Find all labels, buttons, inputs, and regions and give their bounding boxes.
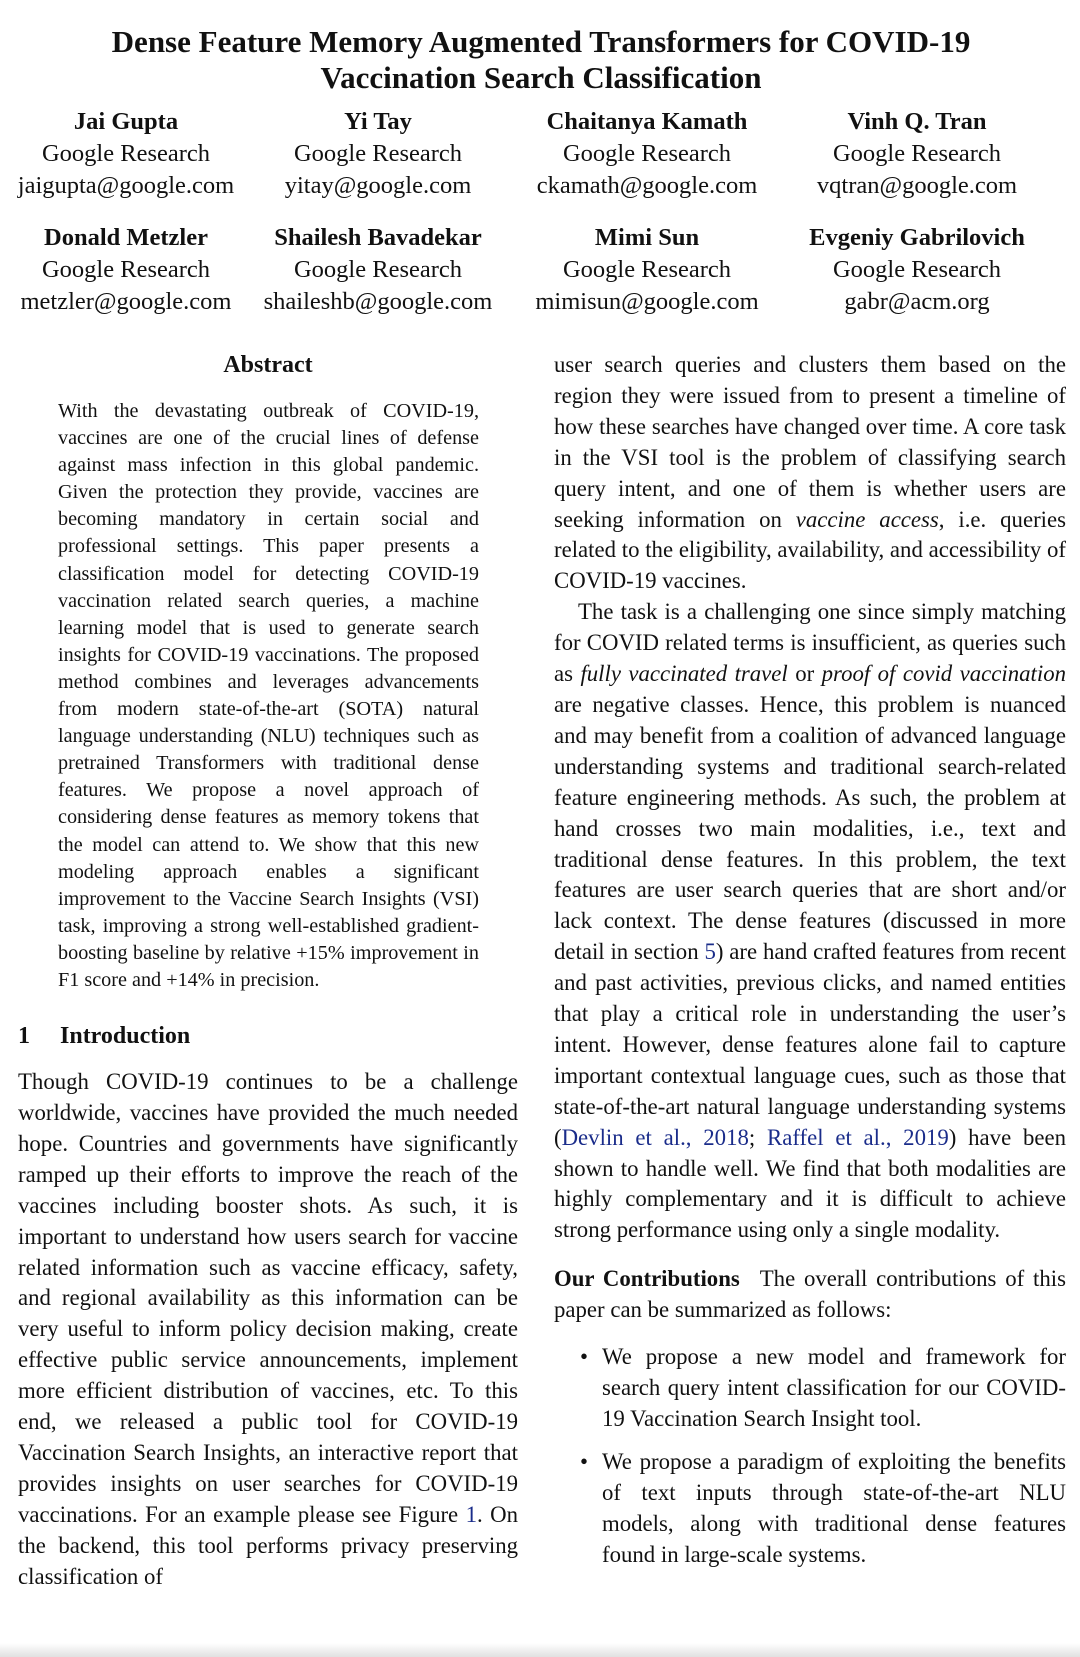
citation-link-devlin[interactable]: Devlin et al., 2018 (561, 1124, 749, 1150)
author-email: ckamath@google.com (536, 172, 758, 199)
author-name: Chaitanya Kamath (546, 108, 748, 135)
intro-text: user search queries and clusters them based on the region they were issued from to present a timeline of how these searches have changed over time. A core task in the VSI tool is the problem of classifying search query intent, and one of them is whether users are seeking information on (554, 352, 1066, 532)
author-email: metzler@google.com (20, 288, 232, 315)
author-email: vqtran@google.com (816, 172, 1018, 199)
author-name: Donald Metzler (44, 224, 208, 251)
section-number: 1 (18, 1023, 30, 1050)
author (244, 106, 512, 202)
author (512, 222, 782, 318)
author-email: gabr@acm.org (844, 288, 990, 315)
author-affiliation: Google Research (562, 140, 732, 167)
author (512, 106, 782, 202)
author-email: jaigupta@google.com (17, 172, 235, 199)
intro-emphasis: proof of covid vaccination (821, 661, 1066, 687)
author-affiliation: Google Research (832, 140, 1002, 167)
abstract-heading: Abstract (223, 352, 313, 378)
author-email: yitay@google.com (284, 172, 472, 199)
abstract-text: With the devastating outbreak of COVID-19, vaccines are one of the crucial lines of defense against mass infection in this global pandemic. Given the protection they provide, vaccines are becoming mandatory in certain social and professional settings. This paper presents a classification model for detecting COVID-19 vaccination related search queries, a machine learning model that is used to generate search insights for COVID-19 vaccinations. The proposed method combines and leverages advancements from modern state-of-the-art (SOTA) natural language understanding (NLU) techniques such as pretrained Transformers with traditional dense features. We propose a novel approach of considering dense features as memory tokens that the model can attend to. We show that this new modeling approach enables a significant improvement to the Vaccine Search Insights (VSI) task, improving a strong well-established gradient-boosting baseline by relative +15% improvement in F1 score and +14% in precision. (58, 400, 479, 991)
citation-link-raffel[interactable]: Raffel et al., 2019 (767, 1124, 949, 1150)
page-bottom-shadow (0, 1643, 1080, 1657)
author-affiliation: Google Research (832, 256, 1002, 283)
author (244, 222, 512, 318)
title-line-1: Dense Feature Memory Augmented Transformers for COVID-19 (111, 24, 971, 59)
author-affiliation: Google Research (41, 256, 211, 283)
contributions-list (554, 1342, 1066, 1570)
two-column-body (18, 350, 1064, 1650)
author-affiliation: Google Research (562, 256, 732, 283)
intro-emphasis: fully vaccinated travel (580, 661, 788, 687)
author-name: Evgeniy Gabrilovich (809, 224, 1025, 251)
citation-separator: ; (748, 1124, 767, 1150)
section-title: Introduction (60, 1023, 191, 1050)
intro-text: or (787, 661, 822, 687)
list-item (554, 1447, 1066, 1571)
intro-paragraph-1-continued (554, 350, 1066, 597)
intro-paragraph-2 (554, 597, 1066, 1246)
author-name: Vinh Q. Tran (847, 108, 987, 135)
author-name: Jai Gupta (73, 108, 179, 135)
intro-emphasis: vaccine access (795, 506, 939, 532)
contributions-paragraph (554, 1264, 1066, 1326)
author-block (8, 106, 1072, 338)
author-email: mimisun@google.com (535, 288, 759, 315)
figure-reference-link[interactable]: 1 (465, 1501, 478, 1527)
intro-text: The task is a challenging one since simply matching for COVID related terms is insufficient, as queries such as (554, 599, 1066, 687)
intro-text: are negative classes. Hence, this problem is nuanced and may benefit from a coalition of advanced language understanding systems and traditional search-related feature engineering methods. As such, the problem at hand crosses two main modalities, i.e., text and traditional dense features. In this problem, the text features are user search queries that are short and/or lack context. The dense features (discussed in more detail in section (554, 691, 1066, 965)
author-name: Mimi Sun (594, 224, 700, 251)
author-name: Yi Tay (344, 108, 412, 135)
author-email: shaileshb@google.com (263, 288, 493, 315)
left-column (18, 350, 518, 1592)
section-heading-introduction (18, 1021, 518, 1051)
title-line-2: Vaccination Search Classification (320, 60, 762, 95)
intro-paragraph-1 (18, 1067, 518, 1592)
author (782, 106, 1052, 202)
author-name: Shailesh Bavadekar (274, 224, 482, 251)
list-item-text: We propose a paradigm of exploiting the benefits of text inputs through state-of-the-art NLU models, along with traditional dense features found in large-scale systems. (602, 1448, 1066, 1567)
author-affiliation: Google Research (293, 140, 463, 167)
contributions-text: The overall contributions of this paper can be summarized as follows: (554, 1266, 1066, 1323)
author-affiliation: Google Research (41, 140, 211, 167)
author (782, 222, 1052, 318)
author (8, 222, 244, 318)
contributions-lead: Our Contributions (554, 1266, 740, 1292)
list-item-text: We propose a new model and framework for search query intent classification for our COVID-19 Vaccination Search Insight tool. (602, 1344, 1066, 1431)
intro-text: ) are hand crafted features from recent and past activities, previous clicks, and named entities that play a critical role in understanding the user’s intent. However, dense features alone fail to capture important contextual language cues, such as those that state-of-the-art natural language understanding systems ( (554, 939, 1066, 1150)
bullet-icon: • (580, 1448, 588, 1474)
section-reference-link[interactable]: 5 (704, 939, 716, 965)
paper-title (18, 24, 1064, 96)
intro-text: . On the backend, this tool performs privacy preserving classification of (18, 1501, 519, 1589)
bullet-icon: • (580, 1344, 588, 1370)
right-column (554, 350, 1066, 1582)
author-affiliation: Google Research (293, 256, 463, 283)
list-item (554, 1342, 1066, 1435)
intro-text: ) have been shown to handle well. We find that both modalities are highly complementary and it is difficult to achieve strong performance using only a single modality. (554, 1124, 1066, 1243)
intro-text: Though COVID-19 continues to be a challenge worldwide, vaccines have provided the much needed hope. Countries and governments have significantly ramped up their efforts to improve the reach of the vaccines including booster shots. As such, it is important to understand how users search for vaccine related information such as vaccine efficacy, safety, and regional availability as this information can be very useful to inform policy decision making, create effective public service announcements, implement more efficient distribution of vaccines, etc. To this end, we released a public tool for COVID-19 Vaccination Search Insights, an interactive report that provides insights on user searches for COVID-19 vaccinations. For an example please see Figure (18, 1069, 518, 1527)
intro-text: , i.e. queries related to the eligibility, availability, and accessibility of COVID-19 vaccines. (554, 506, 1066, 594)
author (8, 106, 244, 202)
